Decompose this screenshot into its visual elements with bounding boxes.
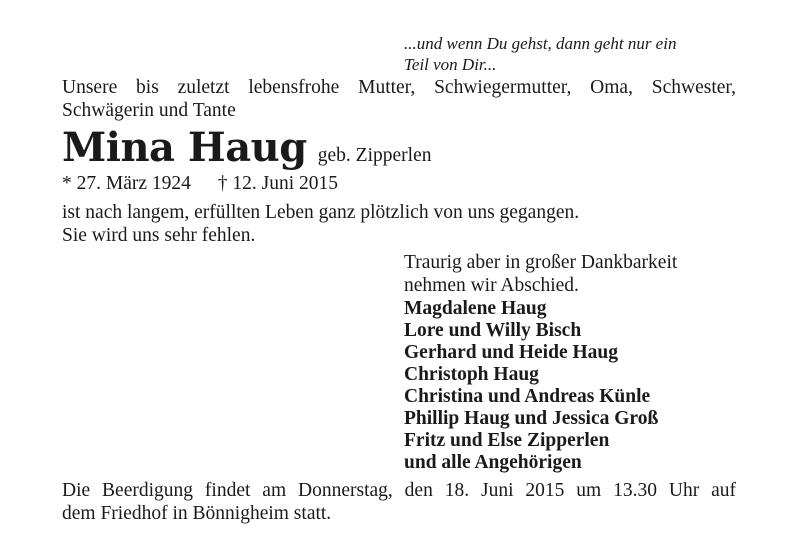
funeral-line: Die Beerdigung findet am Donnerstag, den 18. Juni 2015 um 13.30 Uhr auf: [62, 480, 736, 501]
family-member: Fritz und Else Zipperlen: [404, 430, 610, 451]
intro-text: [62, 77, 736, 122]
deceased-name-row: [62, 124, 431, 171]
family-list: [404, 298, 658, 474]
family-member: Christoph Haug: [404, 364, 539, 385]
quote-line: ...und wenn Du gehst, dann geht nur ein: [404, 34, 677, 53]
intro-line: Schwägerin und Tante: [62, 99, 236, 121]
quote-line: Teil von Dir...: [404, 55, 497, 74]
family-member: Christina und Andreas Künle: [404, 386, 651, 407]
death-date: † 12. Juni 2015: [217, 173, 339, 194]
family-member: Gerhard und Heide Haug: [404, 342, 618, 363]
passing-line: ist nach langem, erfüllten Leben ganz plötzlich von uns gegangen.: [62, 202, 580, 223]
intro-line: Unsere bis zuletzt lebensfrohe Mutter, Schwiegermutter, Oma, Schwester,: [62, 77, 736, 98]
passing-line: Sie wird uns sehr fehlen.: [62, 224, 256, 246]
mourning-line: nehmen wir Abschied.: [404, 274, 579, 296]
funeral-info: [62, 480, 736, 525]
family-member: Magdalene Haug: [404, 298, 547, 319]
family-member: Lore und Willy Bisch: [404, 320, 582, 341]
epigraph-quote: [404, 33, 676, 75]
maiden-name: geb. Zipperlen: [317, 145, 432, 166]
mourning-text: [404, 252, 677, 297]
funeral-line: dem Friedhof in Bönnigheim statt.: [62, 502, 332, 524]
mourning-line: Traurig aber in großer Dankbarkeit: [404, 252, 678, 273]
passing-text: [62, 202, 579, 247]
life-dates: [62, 173, 338, 196]
deceased-name: Mina Haug: [62, 124, 307, 171]
birth-date: * 27. März 1924: [62, 173, 191, 194]
family-member: Phillip Haug und Jessica Groß: [404, 408, 659, 429]
family-member: und alle Angehörigen: [404, 452, 582, 473]
